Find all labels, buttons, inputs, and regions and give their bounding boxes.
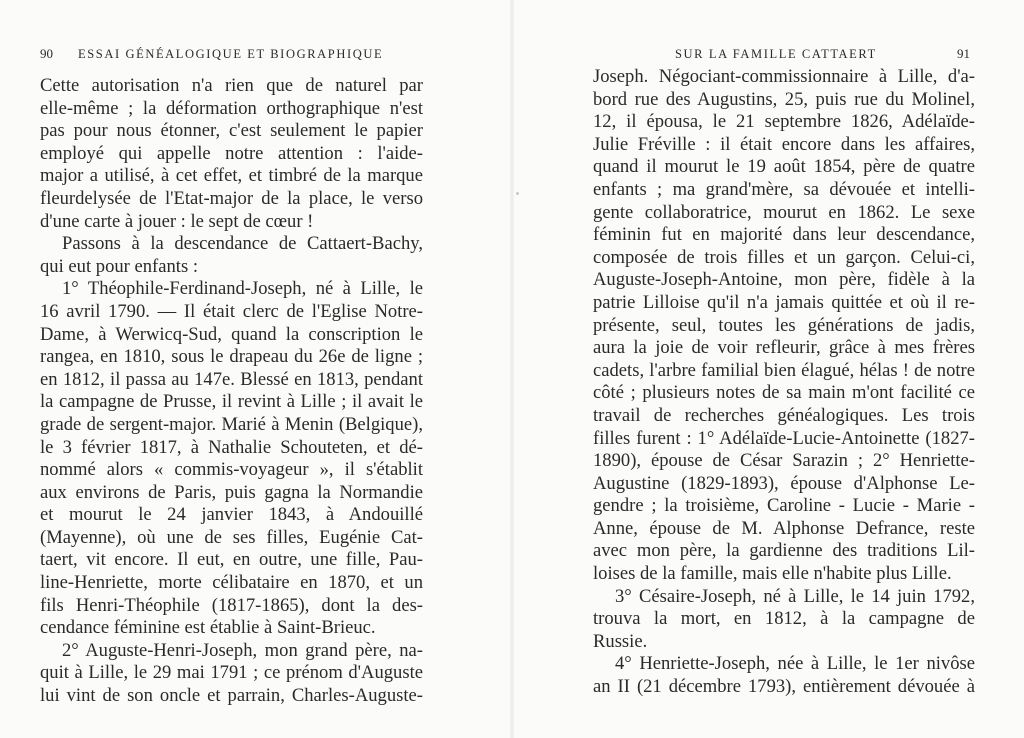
text-line: Joseph. Négociant-commissionnaire à Lille, d'a- bbox=[593, 66, 975, 87]
text-line: line-Henriette, morte célibataire en 1870, et un bbox=[40, 572, 423, 594]
text-line: travail de recherches généalogiques. Les trois bbox=[593, 404, 975, 426]
text-line: aux environs de Paris, puis gagna la Normandie bbox=[40, 481, 423, 503]
text-line: 3° Césaire-Joseph, né à Lille, le 14 juin 1792, bbox=[615, 585, 975, 607]
text-line: pas pour nous étonner, c'est seulement le papier bbox=[40, 120, 423, 142]
text-line: la campagne de Prusse, il revint à Lille ; il avait le bbox=[40, 391, 423, 413]
text-line: qui eut pour enfants : bbox=[40, 255, 199, 277]
text-line: (Mayenne), où une de ses filles, Eugénie Cat- bbox=[40, 526, 423, 548]
running-head: SUR LA FAMILLE CATTAERT bbox=[675, 47, 877, 61]
text-line: bord rue des Augustins, 25, puis rue du Molinel, bbox=[593, 88, 975, 110]
text-line: Dame, à Werwicq-Sud, quand la conscription le bbox=[40, 323, 423, 345]
text-line: cendance féminine est établie à Saint-Brieuc. bbox=[40, 617, 376, 639]
body-text bbox=[40, 75, 423, 708]
text-line: gendre ; la troisième, Caroline - Lucie - Marie - bbox=[593, 495, 975, 517]
text-line: Cette autorisation n'a rien que de naturel par bbox=[40, 75, 423, 96]
text-line: Augustine (1829-1893), épouse d'Alphonse Le- bbox=[593, 472, 975, 494]
text-line: enfants ; ma grand'mère, sa dévouée et intelli- bbox=[593, 178, 975, 200]
text-line: grade de sergent-major. Marié à Menin (Belgique), bbox=[40, 413, 423, 435]
text-line: Passons à la descendance de Cattaert-Bachy, bbox=[62, 233, 423, 255]
page-number: 90 bbox=[40, 46, 53, 61]
text-line: major a utilisé, à cet effet, et timbré de la marque bbox=[40, 165, 423, 187]
text-line: 4° Henriette-Joseph, née à Lille, le 1er nivôse bbox=[615, 653, 975, 675]
text-line: en 1812, il passa au 147e. Blessé en 1813, pendant bbox=[40, 368, 423, 390]
text-line: Russie. bbox=[593, 630, 648, 652]
text-line: elle-même ; la déformation orthographique n'est bbox=[40, 97, 423, 119]
text-line: 2° Auguste-Henri-Joseph, mon grand père, na- bbox=[62, 639, 423, 661]
text-line: nommé alors « commis-voyageur », il s'établit bbox=[40, 459, 423, 481]
text-line: Julie Fréville : il était encore dans les affaires, bbox=[593, 133, 975, 155]
text-line: d'une carte à jouer : le sept de cœur ! bbox=[40, 210, 314, 232]
body-text bbox=[593, 66, 975, 699]
text-line: 16 avril 1790. — Il était clerc de l'Eglise Notre- bbox=[40, 300, 423, 322]
text-line: employé qui appelle notre attention : l'aide- bbox=[40, 142, 423, 164]
text-line: fleurdelysée de l'Etat-major de la place, le verso bbox=[40, 187, 423, 209]
text-line: aura la joie de voir refleurir, grâce à mes frères bbox=[593, 337, 975, 359]
text-line: composée de trois filles et un garçon. Celui-ci, bbox=[593, 246, 975, 268]
text-line: gente collaboratrice, mourut en 1862. Le sexe bbox=[593, 201, 975, 223]
text-line: trouva la mort, en 1812, à la campagne de bbox=[593, 608, 975, 630]
text-line: rangea, en 1810, sous le drapeau du 26e de ligne ; bbox=[40, 346, 423, 368]
text-line: lui vint de son oncle et parrain, Charles-Auguste- bbox=[40, 685, 423, 707]
text-line: présente, seul, toutes les générations de jadis, bbox=[593, 314, 975, 336]
text-line: loises de la famille, mais elle n'habite plus Lille. bbox=[593, 563, 952, 585]
text-line: avec mon père, la gardienne des traditions Lil- bbox=[593, 540, 975, 562]
text-line: taert, vit encore. Il eut, en outre, une fille, Pau- bbox=[40, 549, 423, 571]
text-line: filles furent : 1° Adélaïde-Lucie-Antoinette (1827- bbox=[593, 427, 975, 449]
text-line: le 3 février 1817, à Nathalie Schouteten, et dé- bbox=[40, 436, 423, 458]
text-line: 1° Théophile-Ferdinand-Joseph, né à Lille, le bbox=[62, 278, 423, 300]
text-line: féminin fut en majorité dans leur descendance, bbox=[593, 224, 975, 246]
text-line: quand il mourut le 19 août 1854, père de quatre bbox=[593, 156, 975, 178]
text-line: an II (21 décembre 1793), entièrement dévouée à bbox=[593, 676, 975, 698]
text-line: patrie Lilloise qu'il n'a jamais quittée et où il re- bbox=[593, 291, 975, 313]
text-line: quit à Lille, le 29 mai 1791 ; ce prénom d'Auguste bbox=[40, 662, 423, 684]
text-line: cadets, l'arbre familial bien élagué, hélas ! de notre bbox=[593, 359, 975, 381]
page-number: 91 bbox=[957, 46, 970, 61]
text-line: Auguste-Joseph-Antoine, mon père, fidèle à la bbox=[593, 269, 975, 291]
text-line: Anne, épouse de M. Alphonse Defrance, reste bbox=[593, 517, 975, 539]
text-line: fils Henri-Théophile (1817-1865), dont la des- bbox=[40, 594, 423, 616]
text-line: 1890), épouse de César Sarazin ; 2° Henriette- bbox=[593, 450, 975, 472]
text-line: et mourut le 24 janvier 1843, à Andouillé bbox=[40, 504, 423, 526]
text-line: côté ; plusieurs notes de sa main m'ont facilité ce bbox=[593, 382, 975, 404]
text-line: 12, il épousa, le 21 septembre 1826, Adélaïde- bbox=[593, 111, 975, 133]
running-head: ESSAI GÉNÉALOGIQUE ET BIOGRAPHIQUE bbox=[78, 47, 384, 61]
